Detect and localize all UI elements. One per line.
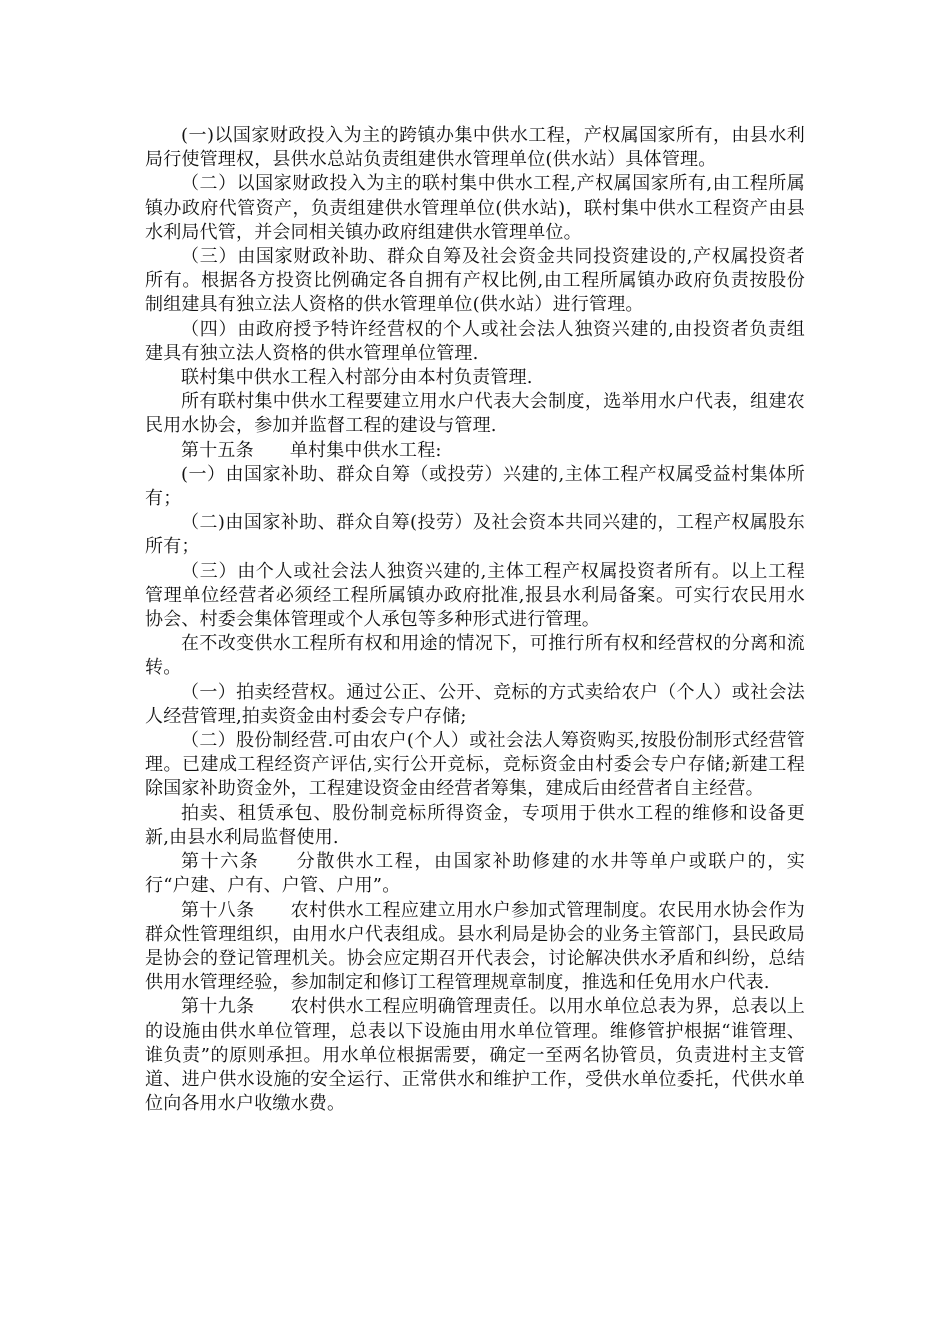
paragraph-9: （三）由个人或社会法人独资兴建的,主体工程产权属投资者所有。以上工程管理单位经营者必须经工程所属镇办政府批准,报县水利局备案。可实行农民用水协会、村委会集体管理或个人承包等多种形式进行管理。 <box>145 560 805 631</box>
article-19-text: 农村供水工程应明确管理责任。以用水单位总表为界，总表以上的设施由供水单位管理，总表以下设施由用水单位管理。维修管护根据“谁管理、谁负责”的原则承担。用水单位根据需要，确定一至两名协管员，负责进村主支管道、进户供水设施的安全运行、正常供水和维护工作，受供水单位委托，代供水单位向各用水户收缴水费。 <box>145 996 805 1115</box>
paragraph-7: (一）由国家补助、群众自筹（或投劳）兴建的,主体工程产权属受益村集体所有； <box>145 463 805 510</box>
document-body <box>145 124 805 1116</box>
paragraph-5: 联村集中供水工程入村部分由本村负责管理. <box>181 367 533 389</box>
paragraph-6: 所有联村集中供水工程要建立用水户代表大会制度，选举用水户代表，组建农民用水协会，参加并监督工程的建设与管理. <box>145 391 805 437</box>
article-15 <box>145 439 805 463</box>
article-19-label: 第十九条 <box>181 996 255 1018</box>
article-18-text: 农村供水工程应建立用水户参加式管理制度。农民用水协会作为群众性管理组织，由用水户代表组成。县水利局是协会的业务主管部门，县民政局是协会的登记管理机关。协会应定期召开代表会，讨论解决供水矛盾和纠纷，总结供用水管理经验，参加制定和修订工程管理规章制度，推选和任免用水户代表. <box>145 899 805 994</box>
article-18 <box>145 899 805 996</box>
article-18-label: 第十八条 <box>181 899 255 921</box>
article-16-label: 第十六条 <box>181 851 260 873</box>
paragraph-10: 在不改变供水工程所有权和用途的情况下，可推行所有权和经营权的分离和流转。 <box>145 633 805 679</box>
article-16 <box>145 850 805 898</box>
article-19 <box>145 995 805 1116</box>
paragraph-1: (一)以国家财政投入为主的跨镇办集中供水工程，产权属国家所有，由县水利局行使管理权，县供水总站负责组建供水管理单位(供水站）具体管理。 <box>145 125 805 171</box>
article-15-label: 第十五条 <box>181 439 254 461</box>
paragraph-11: （一）拍卖经营权。通过公正、公开、竞标的方式卖给农户（个人）或社会法人经营管理,拍卖资金由村委会专户存储; <box>145 681 805 727</box>
paragraph-3: （三）由国家财政补助、群众自筹及社会资金共同投资建设的,产权属投资者所有。根据各方投资比例确定各自拥有产权比例,由工程所属镇办政府负责按股份制组建具有独立法人资格的供水管理单位(供水站）进行管理。 <box>145 246 805 316</box>
paragraph-2: （二）以国家财政投入为主的联村集中供水工程,产权属国家所有,由工程所属镇办政府代管资产，负责组建供水管理单位(供水站)，联村集中供水工程资产由县水利局代管，并会同相关镇办政府组建供水管理单位。 <box>145 173 805 243</box>
article-15-text: 单村集中供水工程: <box>289 439 442 461</box>
paragraph-8: （二)由国家补助、群众自筹(投劳）及社会资本共同兴建的，工程产权属股东所有； <box>145 512 805 558</box>
paragraph-13: 拍卖、租赁承包、股份制竞标所得资金，专项用于供水工程的维修和设备更新,由县水利局监督使用. <box>145 802 805 848</box>
paragraph-12: （二）股份制经营.可由农户(个人）或社会法人筹资购买,按股份制形式经营管理。已建成工程经资产评估,实行公开竞标，竞标资金由村委会专户存储;新建工程除国家补助资金外，工程建设资金由经营者筹集，建成后由经营者自主经营。 <box>145 730 805 800</box>
paragraph-4: （四）由政府授予特许经营权的个人或社会法人独资兴建的,由投资者负责组建具有独立法人资格的供水管理单位管理. <box>145 318 805 364</box>
article-16-text: 分散供水工程，由国家补助修建的水井等单户或联户的，实行“户建、户有、户管、户用”。 <box>145 851 805 897</box>
